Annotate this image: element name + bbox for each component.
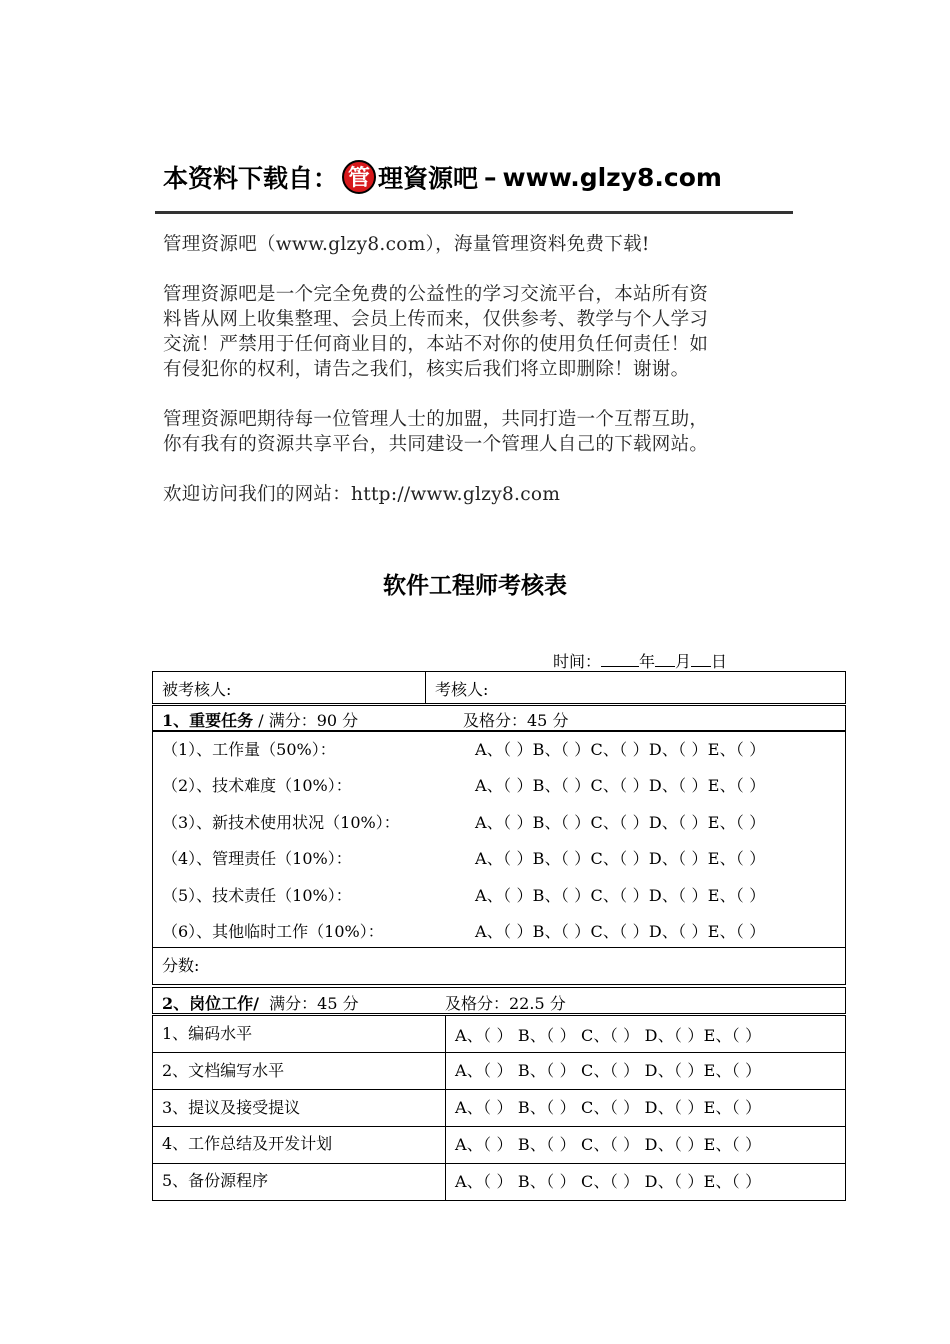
rating-options[interactable]: A、（ ）B、（ ）C、（ ）D、（ ）E、（ ） bbox=[475, 922, 766, 941]
month-blank[interactable] bbox=[655, 652, 675, 667]
section-2-column-divider bbox=[445, 1016, 446, 1200]
section-1-item-label: （6）、其他临时工作（10%）： bbox=[162, 922, 384, 941]
rating-options[interactable]: A、（ ）B、（ ）C、（ ）D、（ ）E、（ ） bbox=[475, 740, 766, 759]
section-1-items bbox=[152, 731, 846, 948]
rating-options[interactable]: A、（ ） B、（ ） C、（ ） D、（ ）E、（ ） bbox=[455, 1135, 762, 1154]
section-2-pass-score: 及格分：22.5 分 bbox=[445, 994, 566, 1013]
section-2-item-label: 2、文档编写水平 bbox=[162, 1061, 285, 1080]
section-1-item-label: （2）、技术难度（10%）： bbox=[162, 776, 352, 795]
rating-options[interactable]: A、（ ）B、（ ）C、（ ）D、（ ）E、（ ） bbox=[475, 776, 766, 795]
section-1-pass-score: 及格分：45 分 bbox=[463, 711, 569, 730]
row-divider bbox=[153, 1052, 845, 1053]
row-divider bbox=[153, 1126, 845, 1127]
row-divider bbox=[153, 1089, 845, 1090]
section-2-item-label: 5、备份源程序 bbox=[162, 1171, 269, 1190]
banner-site-name: 理資源吧 bbox=[378, 164, 479, 193]
section-2-header bbox=[152, 987, 846, 1014]
month-label: 月 bbox=[675, 652, 692, 671]
assessee-divider bbox=[425, 672, 426, 703]
assessee-row bbox=[152, 671, 846, 704]
section-2-heading: 2、岗位工作/ bbox=[162, 994, 259, 1013]
section-1-full-score: 满分：90 分 bbox=[268, 711, 359, 730]
date-label: 时间： bbox=[553, 652, 602, 671]
section-1-item-label: （1）、工作量（50%）： bbox=[162, 740, 336, 759]
rating-options[interactable]: A、（ ） B、（ ） C、（ ） D、（ ）E、（ ） bbox=[455, 1172, 762, 1191]
banner-divider bbox=[155, 211, 793, 214]
section-1-score-row bbox=[152, 947, 846, 985]
day-blank[interactable] bbox=[691, 652, 711, 667]
year-label: 年 bbox=[639, 652, 656, 671]
rating-options[interactable]: A、（ ） B、（ ） C、（ ） D、（ ）E、（ ） bbox=[455, 1061, 762, 1080]
section-1-heading: 1、重要任务 bbox=[162, 711, 254, 730]
year-blank[interactable] bbox=[601, 652, 639, 667]
rating-options[interactable]: A、（ ） B、（ ） C、（ ） D、（ ）E、（ ） bbox=[455, 1098, 762, 1117]
notice-para-2-line-1: 管理资源吧是一个完全免费的公益性的学习交流平台，本站所有资 bbox=[163, 284, 709, 305]
site-logo: 管 bbox=[342, 160, 376, 194]
rating-options[interactable]: A、（ ） B、（ ） C、（ ） D、（ ）E、（ ） bbox=[455, 1026, 762, 1045]
banner-dash: – bbox=[484, 162, 497, 192]
section-1-score-label: 分数: bbox=[162, 956, 200, 975]
assessor-label: 考核人: bbox=[435, 680, 489, 699]
notice-para-2-line-4: 有侵犯你的权利，请告之我们，核实后我们将立即删除！谢谢。 bbox=[163, 359, 690, 380]
section-1-item-label: （5）、技术责任（10%）： bbox=[162, 886, 352, 905]
notice-para-3-line-2: 你有我有的资源共享平台，共同建设一个管理人自己的下载网站。 bbox=[163, 434, 709, 455]
section-2-table bbox=[152, 1015, 846, 1201]
rating-options[interactable]: A、（ ）B、（ ）C、（ ）D、（ ）E、（ ） bbox=[475, 886, 766, 905]
rating-options[interactable]: A、（ ）B、（ ）C、（ ）D、（ ）E、（ ） bbox=[475, 849, 766, 868]
date-line bbox=[553, 649, 727, 672]
notice-para-2-line-2: 料皆从网上收集整理、会员上传而来，仅供参考、教学与个人学习 bbox=[163, 309, 709, 330]
rating-options[interactable]: A、（ ）B、（ ）C、（ ）D、（ ）E、（ ） bbox=[475, 813, 766, 832]
banner-prefix: 本资料下载自： bbox=[163, 164, 339, 193]
banner-url[interactable]: www.glzy8.com bbox=[502, 162, 722, 192]
day-label: 日 bbox=[711, 652, 728, 671]
section-2-item-label: 4、工作总结及开发计划 bbox=[162, 1134, 333, 1153]
section-1-item-label: （3）、新技术使用状况（10%）： bbox=[162, 813, 400, 832]
section-1-slash: / bbox=[253, 711, 269, 730]
section-2-item-label: 1、编码水平 bbox=[162, 1024, 253, 1043]
row-divider bbox=[153, 1163, 845, 1164]
notice-line-1: 管理资源吧（www.glzy8.com），海量管理资料免费下载! bbox=[163, 234, 650, 255]
assessee-label: 被考核人: bbox=[162, 680, 232, 699]
page-title: 软件工程师考核表 bbox=[383, 573, 567, 599]
section-2-full-score: 满分：45 分 bbox=[269, 994, 359, 1013]
banner-title bbox=[163, 157, 722, 197]
section-2-item-label: 3、提议及接受提议 bbox=[162, 1098, 301, 1117]
notice-para-3-line-1: 管理资源吧期待每一位管理人士的加盟，共同打造一个互帮互助， bbox=[163, 409, 709, 430]
notice-visit-link[interactable]: 欢迎访问我们的网站：http://www.glzy8.com bbox=[163, 484, 561, 505]
notice-para-2-line-3: 交流！严禁用于任何商业目的，本站不对你的使用负任何责任！如 bbox=[163, 334, 709, 355]
section-1-item-label: （4）、管理责任（10%）： bbox=[162, 849, 352, 868]
section-1-header bbox=[152, 705, 846, 731]
